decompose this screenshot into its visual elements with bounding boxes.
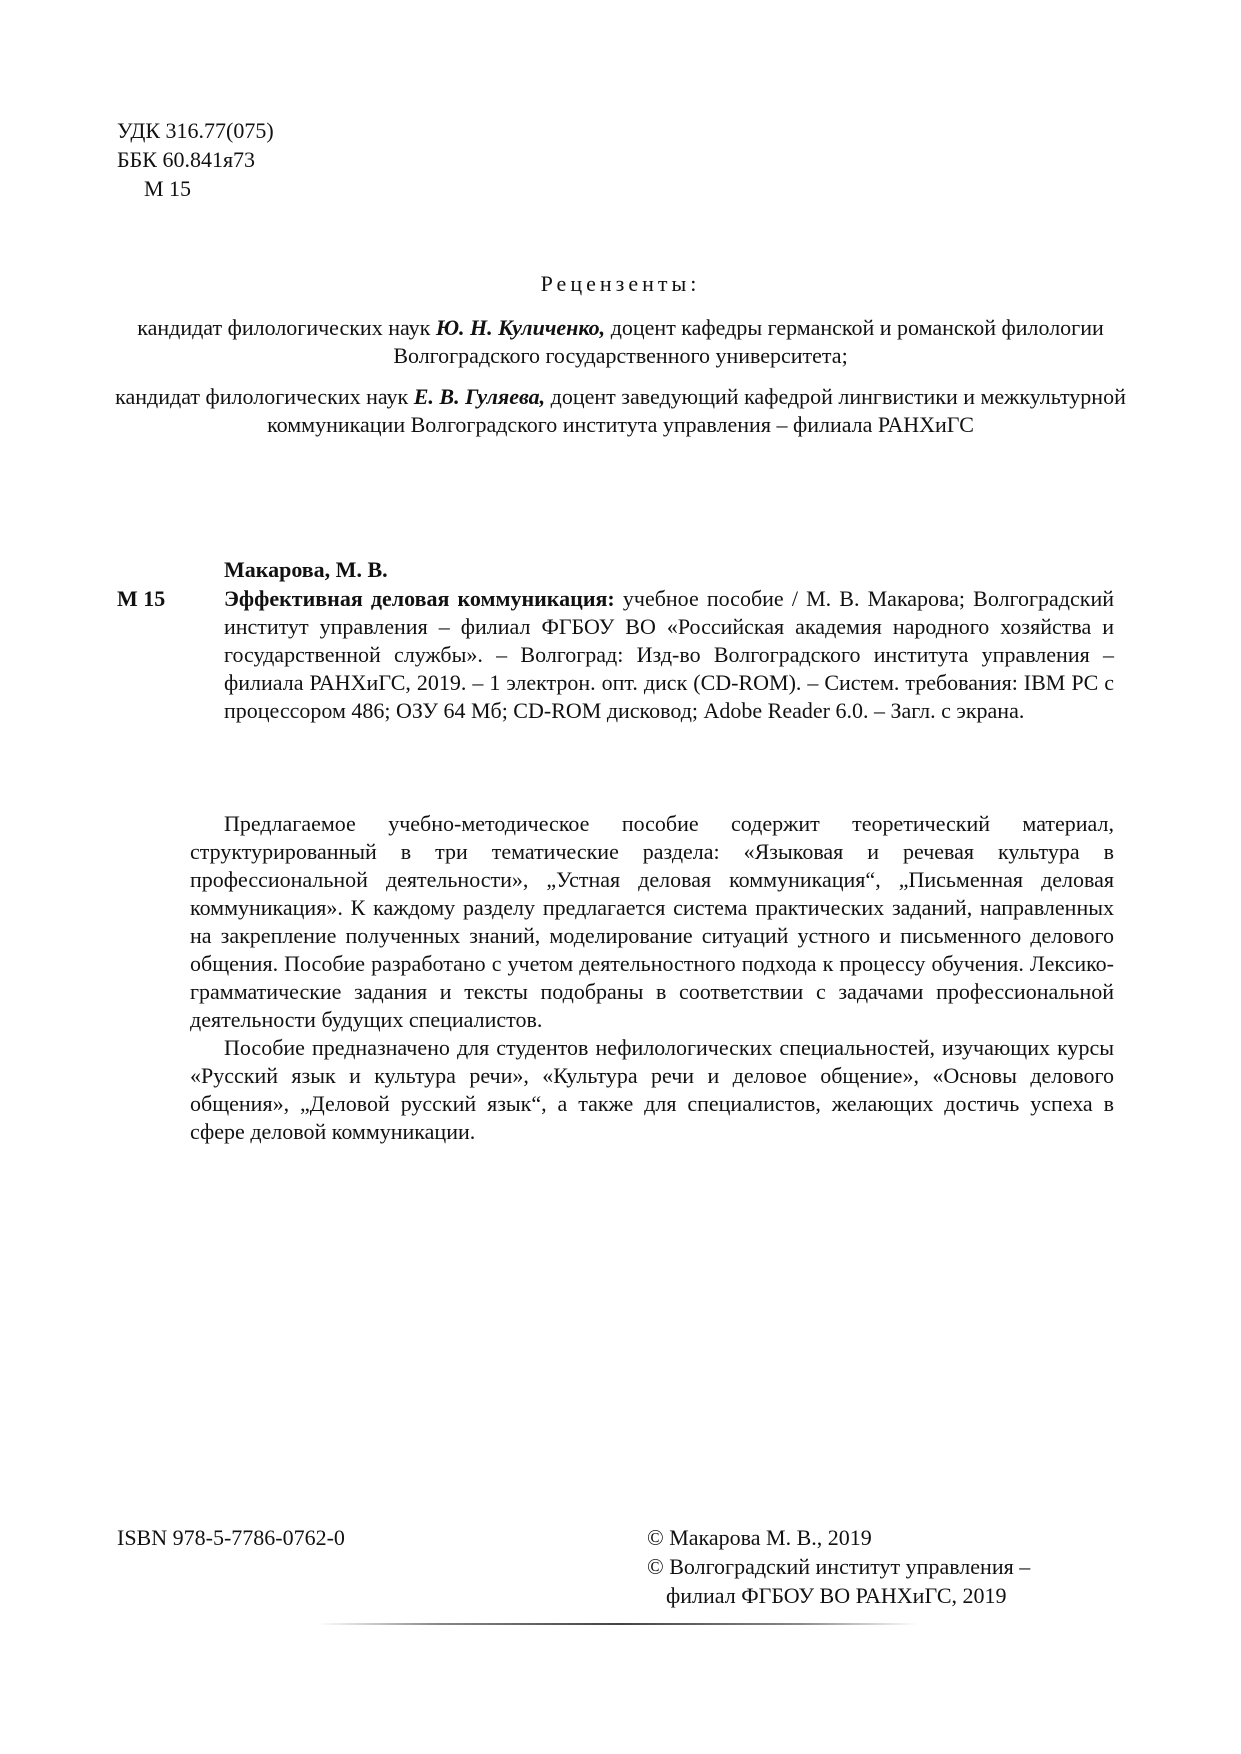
entry-description: [224, 585, 1114, 725]
bbk-code: ББК 60.841я73: [117, 147, 256, 172]
bottom-rule: [318, 1623, 918, 1625]
reviewer-2: [100, 383, 1141, 439]
copyright-institute-line-1: © Волгоградский институт управления –: [647, 1554, 1031, 1579]
entry-details: учебное пособие / М. В. Макарова; Волгоградский институт управления – филиал ФГБОУ ВО «Российская академия народного хозяйства и государственной службы». – Волгоград: Изд-во Волгоградского института управления – филиала РАНХиГС, 2019. – 1 электрон. опт. диск (CD-ROM). – Систем. требования: IBM PC с процессором 486; ОЗУ 64 Мб; CD-ROM дисковод; Adobe Reader 6.0. – Загл. с экрана.: [224, 586, 1115, 723]
copyright-institute-line-2: филиал ФГБОУ ВО РАНХиГС, 2019: [666, 1583, 1007, 1608]
reviewer-2-details: доцент заведующий кафедрой лингвистики и межкультурной коммуникации Волгоградского института управления – филиала РАНХиГС: [267, 384, 1126, 437]
reviewer-2-prefix: кандидат филологических наук: [115, 384, 414, 409]
entry-title: Эффективная деловая коммуникация:: [224, 586, 615, 611]
classification-block: [117, 117, 274, 204]
reviewer-1-name: Ю. Н. Куличенко,: [435, 315, 606, 340]
annotation-paragraph-1: Предлагаемое учебно-методическое пособие содержит теоретический материал, структурированный в три тематические раздела: «Языковая и речевая культура в профессиональной деятельности», „Устная деловая коммуникация“, „Письменная деловая коммуникация». К каждому разделу предлагается система практических заданий, направленных на закрепление полученных знаний, моделирование ситуаций устного и письменного делового общения. Пособие разработано с учетом деятельностного подхода к процессу обучения. Лексико-грамматические задания и тексты подобраны в соответствии с задачами профессиональной деятельности будущих специалистов.: [190, 811, 1114, 1032]
reviewer-1-prefix: кандидат филологических наук: [137, 315, 436, 340]
entry-author: Макарова, М. В.: [224, 557, 388, 582]
annotation: [190, 810, 1114, 1146]
isbn: ISBN 978-5-7786-0762-0: [117, 1525, 345, 1550]
reviewers-heading: Рецензенты:: [540, 271, 701, 296]
author-mark: М 15: [144, 176, 192, 201]
copyright-block: [647, 1524, 1030, 1611]
copyright-author: © Макарова М. В., 2019: [647, 1525, 872, 1550]
reviewer-1: [100, 314, 1141, 370]
reviewer-2-name: Е. В. Гуляева,: [413, 384, 546, 409]
reviewer-1-details: доцент кафедры германской и романской филологии Волгоградского государственного университета;: [393, 315, 1104, 368]
udk-code: УДК 316.77(075): [117, 118, 274, 143]
entry-code: М 15: [117, 586, 166, 611]
annotation-paragraph-2: Пособие предназначено для студентов нефилологических специальностей, изучающих курсы «Русский язык и культура речи», «Культура речи и деловое общение», «Основы делового общения», „Деловой русский язык“, а также для специалистов, желающих достичь успеха в сфере деловой коммуникации.: [190, 1035, 1114, 1144]
